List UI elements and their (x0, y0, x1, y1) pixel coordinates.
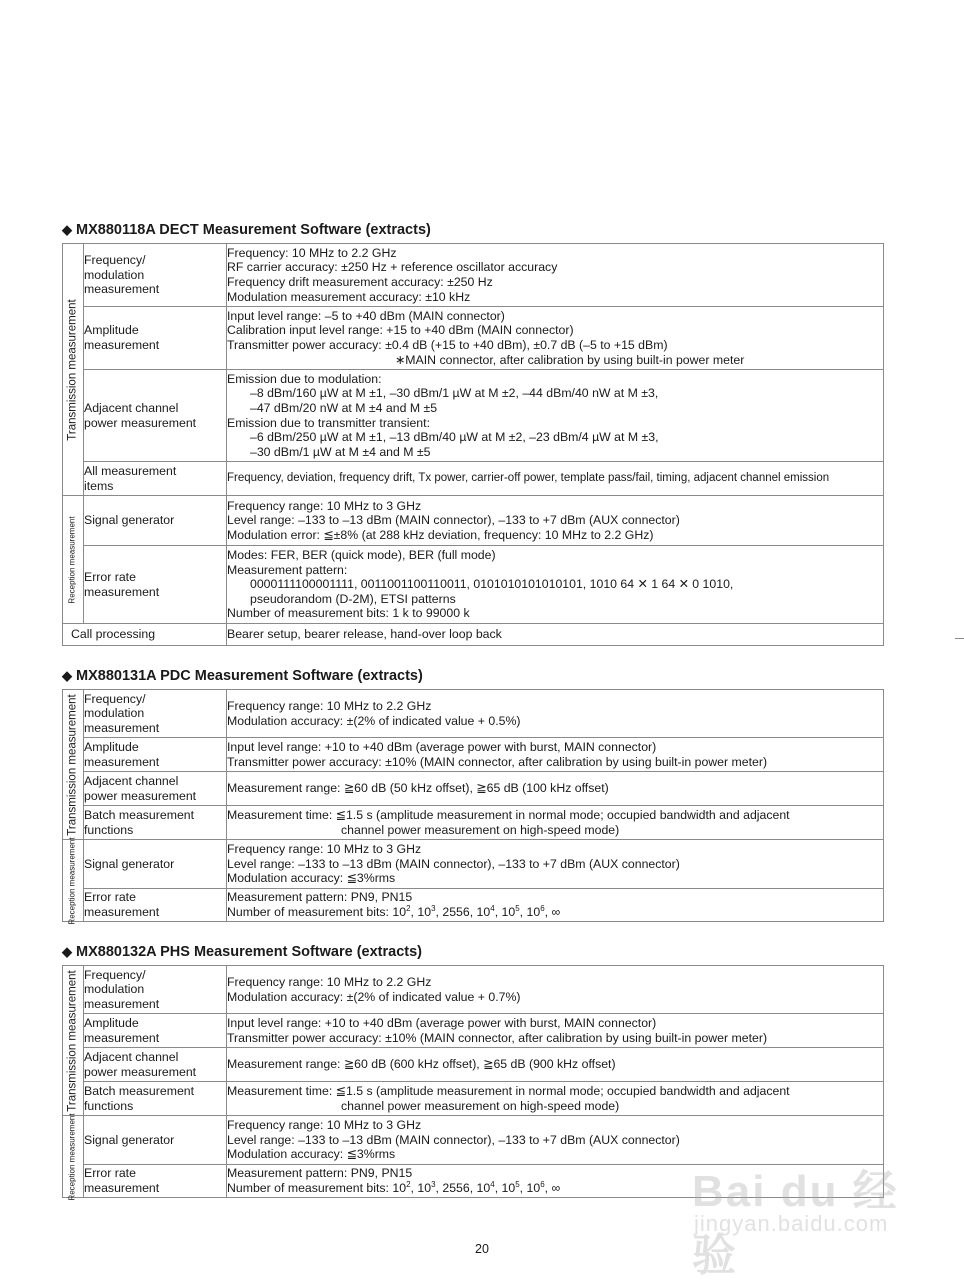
page-number: 20 (475, 1242, 489, 1256)
table-row (63, 624, 884, 646)
group-label-reception: Reception measurement (63, 496, 84, 624)
table-row (63, 840, 884, 889)
table-row (63, 307, 884, 370)
dect-section-title: ◆ MX880118A DECT Measurement Software (extracts) (62, 222, 431, 238)
group-label-reception: Reception measurement (63, 840, 84, 922)
row-value: Input level range: +10 to +40 dBm (average power with burst, MAIN connector) Transmitter power accuracy: ±10% (MAIN connector, after calibration by using built-in power meter) (227, 738, 884, 772)
row-item: Batch measurement functions (84, 806, 227, 840)
pdc-spec-table (62, 689, 884, 925)
group-label-transmission: Transmission measurement (63, 966, 84, 1116)
row-item: Adjacent channel power measurement (84, 1048, 227, 1082)
row-value: Frequency range: 10 MHz to 3 GHz Level range: –133 to –13 dBm (MAIN connector), –133 to +7 dBm (AUX connector) Modulation accuracy: ≦3%rms (227, 1116, 884, 1165)
table-row (63, 889, 884, 922)
group-label-transmission: Transmission measurement (63, 244, 84, 496)
row-value: Input level range: +10 to +40 dBm (average power with burst, MAIN connector) Transmitter power accuracy: ±10% (MAIN connector, after calibration by using built-in power meter) (227, 1014, 884, 1048)
row-value: Measurement time: ≦1.5 s (amplitude measurement in normal mode; occupied bandwidth and adjacent channel power measurement on high-speed mode) (227, 806, 884, 840)
edge-mark (955, 638, 964, 639)
row-value: Measurement pattern: PN9, PN15 Number of measurement bits: $10^2$, $10^3$, 2556, $10^4$, $10^5$, $10^6$, ∞ (227, 889, 884, 922)
row-item: Signal generator (84, 1116, 227, 1165)
group-label-reception: Reception measurement (63, 1116, 84, 1198)
row-item: Amplitude measurement (84, 738, 227, 772)
row-value: Measurement time: ≦1.5 s (amplitude measurement in normal mode; occupied bandwidth and adjacent channel power measurement on high-speed mode) (227, 1082, 884, 1116)
table-row (63, 546, 884, 624)
row-item: Signal generator (84, 840, 227, 889)
row-value: Frequency range: 10 MHz to 3 GHz Level range: –133 to –13 dBm (MAIN connector), –133 to +7 dBm (AUX connector) Modulation accuracy: ≦3%rms (227, 840, 884, 889)
row-value: Emission due to modulation: –8 dBm/160 µW at M ±1, –30 dBm/1 µW at M ±2, –44 dBm/40 nW at M ±3, –47 dBm/20 nW at M ±4 and M ±5 Emission due to transmitter transient: –6 dBm/250 µW at M ±1, –13 dBm/40 µW at M ±2, –23 dBm/4 µW at M ±3, –30 dBm/1 µW at M ±4 and M ±5 (227, 370, 884, 462)
row-value: Modes: FER, BER (quick mode), BER (full mode) Measurement pattern: 0000111100001111, 0011001100110011, 0101010101010101, 1010 64 ✕ 1 64 ✕ 0 1010, pseudorandom (D-2M), ETSI patterns Number of measurement bits: 1 k to 99000 k (227, 546, 884, 624)
row-item: Frequency/ modulation measurement (84, 690, 227, 738)
row-item: Adjacent channel power measurement (84, 370, 227, 462)
row-item: Error rate measurement (84, 1165, 227, 1198)
table-row (63, 1048, 884, 1082)
row-value: Frequency range: 10 MHz to 3 GHz Level range: –133 to –13 dBm (MAIN connector), –133 to +7 dBm (AUX connector) Modulation error: ≦±8% (at 288 kHz deviation, frequency: 10 MHz to 2.2 GHz) (227, 496, 884, 546)
table-row (63, 244, 884, 307)
row-item: All measurement items (84, 462, 227, 496)
table-row (63, 772, 884, 806)
row-value: Input level range: –5 to +40 dBm (MAIN connector) Calibration input level range: +15 to +40 dBm (MAIN connector) Transmitter power accuracy: ±0.4 dB (+15 to +40 dBm), ±0.7 dB (–5 to +15 dBm) ∗MAIN connector, after calibration by using built-in power meter (227, 307, 884, 370)
table-row (63, 496, 884, 546)
row-value: Frequency, deviation, frequency drift, Tx power, carrier-off power, template pass/fail, timing, adjacent channel emission (227, 462, 884, 496)
phs-section-title: ◆ MX880132A PHS Measurement Software (extracts) (62, 944, 422, 960)
row-item: Amplitude measurement (84, 307, 227, 370)
row-item: Error rate measurement (84, 889, 227, 922)
row-item: Amplitude measurement (84, 1014, 227, 1048)
row-item: Frequency/ modulation measurement (84, 244, 227, 307)
measurement-bits-line: Number of measurement bits: $10^2$, $10^3$, 2556, $10^4$, $10^5$, $10^6$, ∞ (227, 1179, 561, 1195)
row-item: Batch measurement functions (84, 1082, 227, 1116)
table-row (63, 1014, 884, 1048)
table-row (63, 738, 884, 772)
dect-spec-table (62, 243, 884, 646)
row-item: Signal generator (84, 496, 227, 546)
row-item: Frequency/ modulation measurement (84, 966, 227, 1014)
row-value: Bearer setup, bearer release, hand-over loop back (227, 624, 884, 646)
measurement-bits-line: Number of measurement bits: $10^2$, $10^3$, 2556, $10^4$, $10^5$, $10^6$, ∞ (227, 903, 561, 919)
diamond-bullet-icon: ◆ (62, 668, 72, 683)
row-value: Measurement range: ≧60 dB (50 kHz offset), ≧65 dB (100 kHz offset) (227, 772, 884, 806)
table-row (63, 966, 884, 1014)
row-value: Frequency: 10 MHz to 2.2 GHz RF carrier accuracy: ±250 Hz + reference oscillator accuracy Frequency drift measurement accuracy: ±250 Hz Modulation measurement accuracy: ±10 kHz (227, 244, 884, 307)
watermark: Bai du 经验 jingyan.baidu.com (692, 1167, 899, 1280)
row-value: Frequency range: 10 MHz to 2.2 GHz Modulation accuracy: ±(2% of indicated value + 0.7%) (227, 966, 884, 1014)
table-row (63, 462, 884, 496)
diamond-bullet-icon: ◆ (62, 944, 72, 959)
row-value: Measurement pattern: PN9, PN15 Number of measurement bits: $10^2$, $10^3$, 2556, $10^4$, $10^5$, $10^6$, ∞ (227, 1165, 884, 1198)
row-item: Adjacent channel power measurement (84, 772, 227, 806)
row-item: Error rate measurement (84, 546, 227, 624)
diamond-bullet-icon: ◆ (62, 222, 72, 237)
pdc-section-title: ◆ MX880131A PDC Measurement Software (extracts) (62, 668, 423, 684)
table-row (63, 690, 884, 738)
table-row (63, 806, 884, 840)
row-item: Call processing (63, 624, 227, 646)
table-row (63, 1082, 884, 1116)
table-row (63, 370, 884, 462)
row-value: Measurement range: ≧60 dB (600 kHz offset), ≧65 dB (900 kHz offset) (227, 1048, 884, 1082)
row-value: Frequency range: 10 MHz to 2.2 GHz Modulation accuracy: ±(2% of indicated value + 0.5%) (227, 690, 884, 738)
group-label-transmission: Transmission measurement (63, 690, 84, 840)
